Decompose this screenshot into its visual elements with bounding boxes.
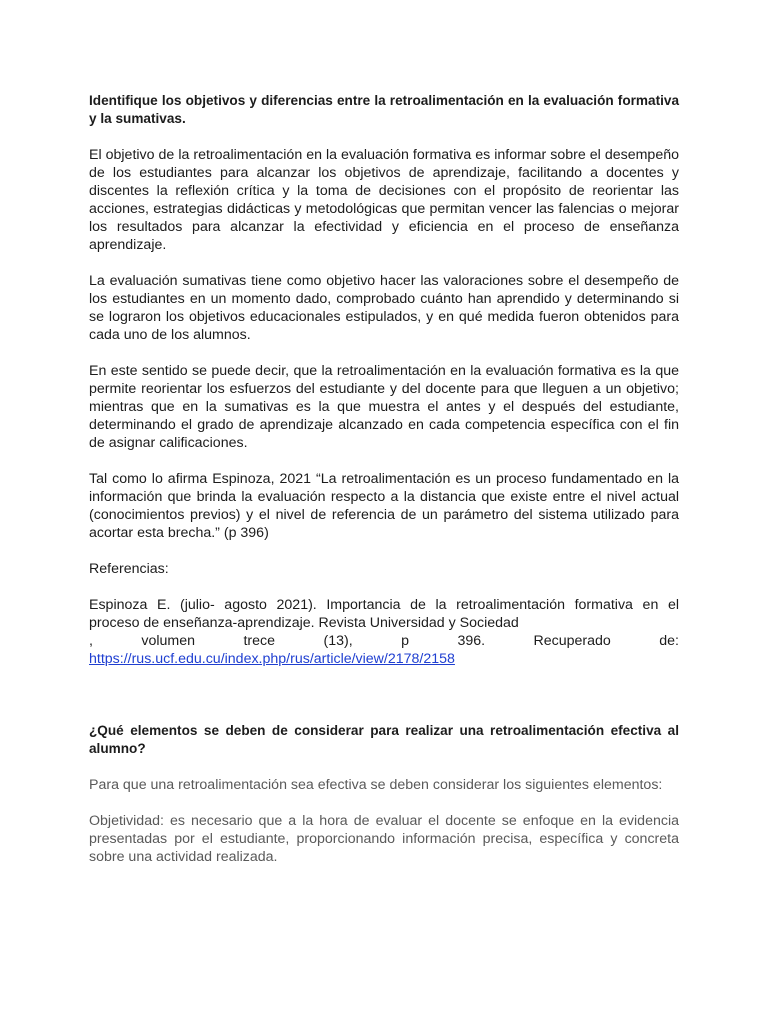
spacer	[89, 668, 679, 722]
paragraph-comparacion: En este sentido se puede decir, que la retroalimentación en la evaluación formativa es la que permite reorientar los esfuerzos del estudiante y del docente para que lleguen a un objetivo; mientras que en la sumativas es la que muestra el antes y el después del estudiante, determinando el grado de aprendizaje alcanzado en cada competencia específica con el fin de asignar calificaciones.	[89, 363, 679, 451]
paragraph-cita: Tal como lo afirma Espinoza, 2021 “La retroalimentación es un proceso fundamentado en la información que brinda la evaluación respecto a la distancia que existe entre el nivel actual (conocimientos previos) y el nivel de referencia de un parámetro del sistema utilizado para acortar esta brecha.” (p 396)	[89, 471, 679, 541]
paragraph-sumativa: La evaluación sumativas tiene como objetivo hacer las valoraciones sobre el desempeño de los estudiantes en un momento dado, comprobado cuánto han aprendido y determinando si se lograron los objetivos educacionales estipulados, y en qué medida fueron obtenidos para cada uno de los alumnos.	[89, 273, 679, 343]
reference-entry	[89, 596, 679, 668]
paragraph-objetividad: Objetividad: es necesario que a la hora de evaluar el docente se enfoque en la evidencia presentadas por el estudiante, proporcionando información precisa, específica y concreta sobre una actividad realizada.	[89, 813, 679, 865]
section2-heading: ¿Qué elementos se deben de considerar para realizar una retroalimentación efectiva al alumno?	[89, 723, 679, 756]
reference-url-link[interactable]: https://rus.ucf.edu.cu/index.php/rus/article/view/2178/2158	[89, 651, 455, 667]
reference-line-2: proceso de enseñanza-aprendizaje. Revista Universidad y Sociedad	[89, 615, 519, 631]
reference-line-1: Espinoza E. (julio- agosto 2021). Importancia de la retroalimentación formativa en el	[89, 597, 679, 613]
section1-heading: Identifique los objetivos y diferencias entre la retroalimentación en la evaluación formativa y la sumativas.	[89, 93, 679, 126]
reference-line-3: , volumen trece (13), p 396. Recuperado de:	[89, 633, 679, 649]
paragraph-formativa: El objetivo de la retroalimentación en la evaluación formativa es informar sobre el desempeño de los estudiantes para alcanzar los objetivos de aprendizaje, facilitando a docentes y discentes la reflexión crítica y la toma de decisiones con el propósito de reorientar las acciones, estrategias didácticas y metodológicas que permitan vencer las falencias o mejorar los resultados para alcanzar la efectividad y eficiencia en el proceso de enseñanza aprendizaje.	[89, 147, 679, 253]
references-label: Referencias:	[89, 561, 169, 577]
paragraph-elementos: Para que una retroalimentación sea efectiva se deben considerar los siguientes elementos:	[89, 777, 663, 793]
